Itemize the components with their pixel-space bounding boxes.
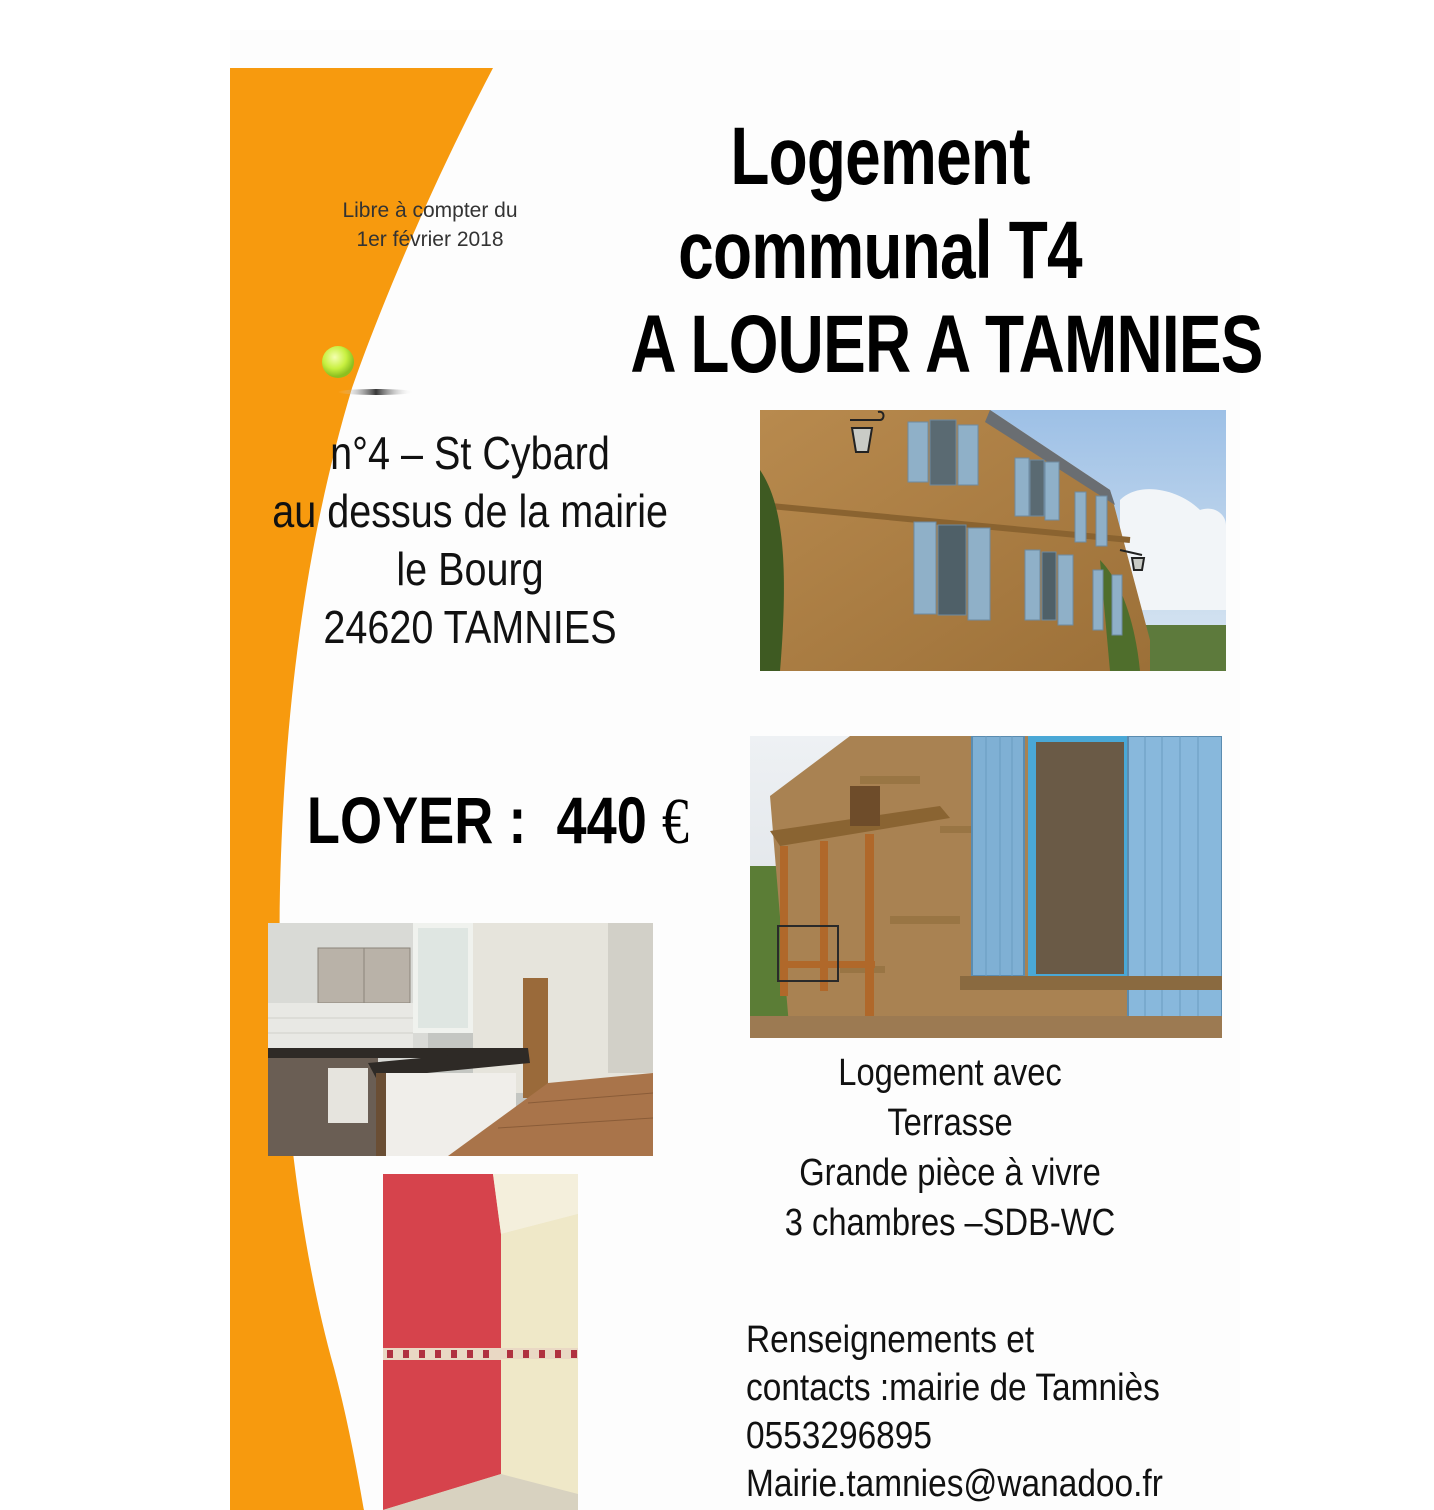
headline-line-1: Logement <box>730 111 1030 202</box>
terrace-entrance-photo <box>750 736 1222 1038</box>
kitchen-interior-photo <box>268 923 653 1156</box>
feature-line-4: 3 chambres –SDB-WC <box>784 1202 1116 1244</box>
contact-email: Mairie.tamnies@wanadoo.fr <box>746 1463 1163 1505</box>
availability-line-2: 1er février 2018 <box>356 228 504 251</box>
contact-info <box>746 1316 1216 1508</box>
rent-price <box>265 780 689 862</box>
features-list <box>740 1048 1160 1248</box>
bedroom-interior-photo <box>383 1174 578 1510</box>
feature-line-3: Grande pièce à vivre <box>799 1152 1101 1194</box>
contact-line-1: Renseignements et <box>746 1319 1035 1361</box>
rent-label: LOYER : <box>306 783 527 857</box>
availability-line-1: Libre à compter du <box>342 199 518 222</box>
rent-amount: 440 <box>556 783 647 857</box>
contact-phone: 0553296895 <box>746 1415 932 1457</box>
feature-line-2: Terrasse <box>887 1102 1013 1144</box>
address-block <box>240 424 700 656</box>
headline-line-2: communal T4 <box>678 205 1082 296</box>
contact-line-2: contacts :mairie de Tamniès <box>746 1367 1160 1409</box>
address-line-2: au dessus de la mairie <box>272 485 669 537</box>
building-facade-photo <box>760 410 1226 671</box>
green-ball-icon <box>318 340 418 402</box>
feature-line-1: Logement avec <box>838 1052 1062 1094</box>
headline-line-3: A LOUER A TAMNIES <box>630 299 1263 390</box>
rent-currency: € <box>661 785 689 858</box>
availability-note <box>310 196 550 254</box>
address-line-4: 24620 TAMNIES <box>323 601 617 653</box>
address-line-3: le Bourg <box>396 543 544 595</box>
headline <box>560 110 1263 392</box>
address-line-1: n°4 – St Cybard <box>330 427 610 479</box>
